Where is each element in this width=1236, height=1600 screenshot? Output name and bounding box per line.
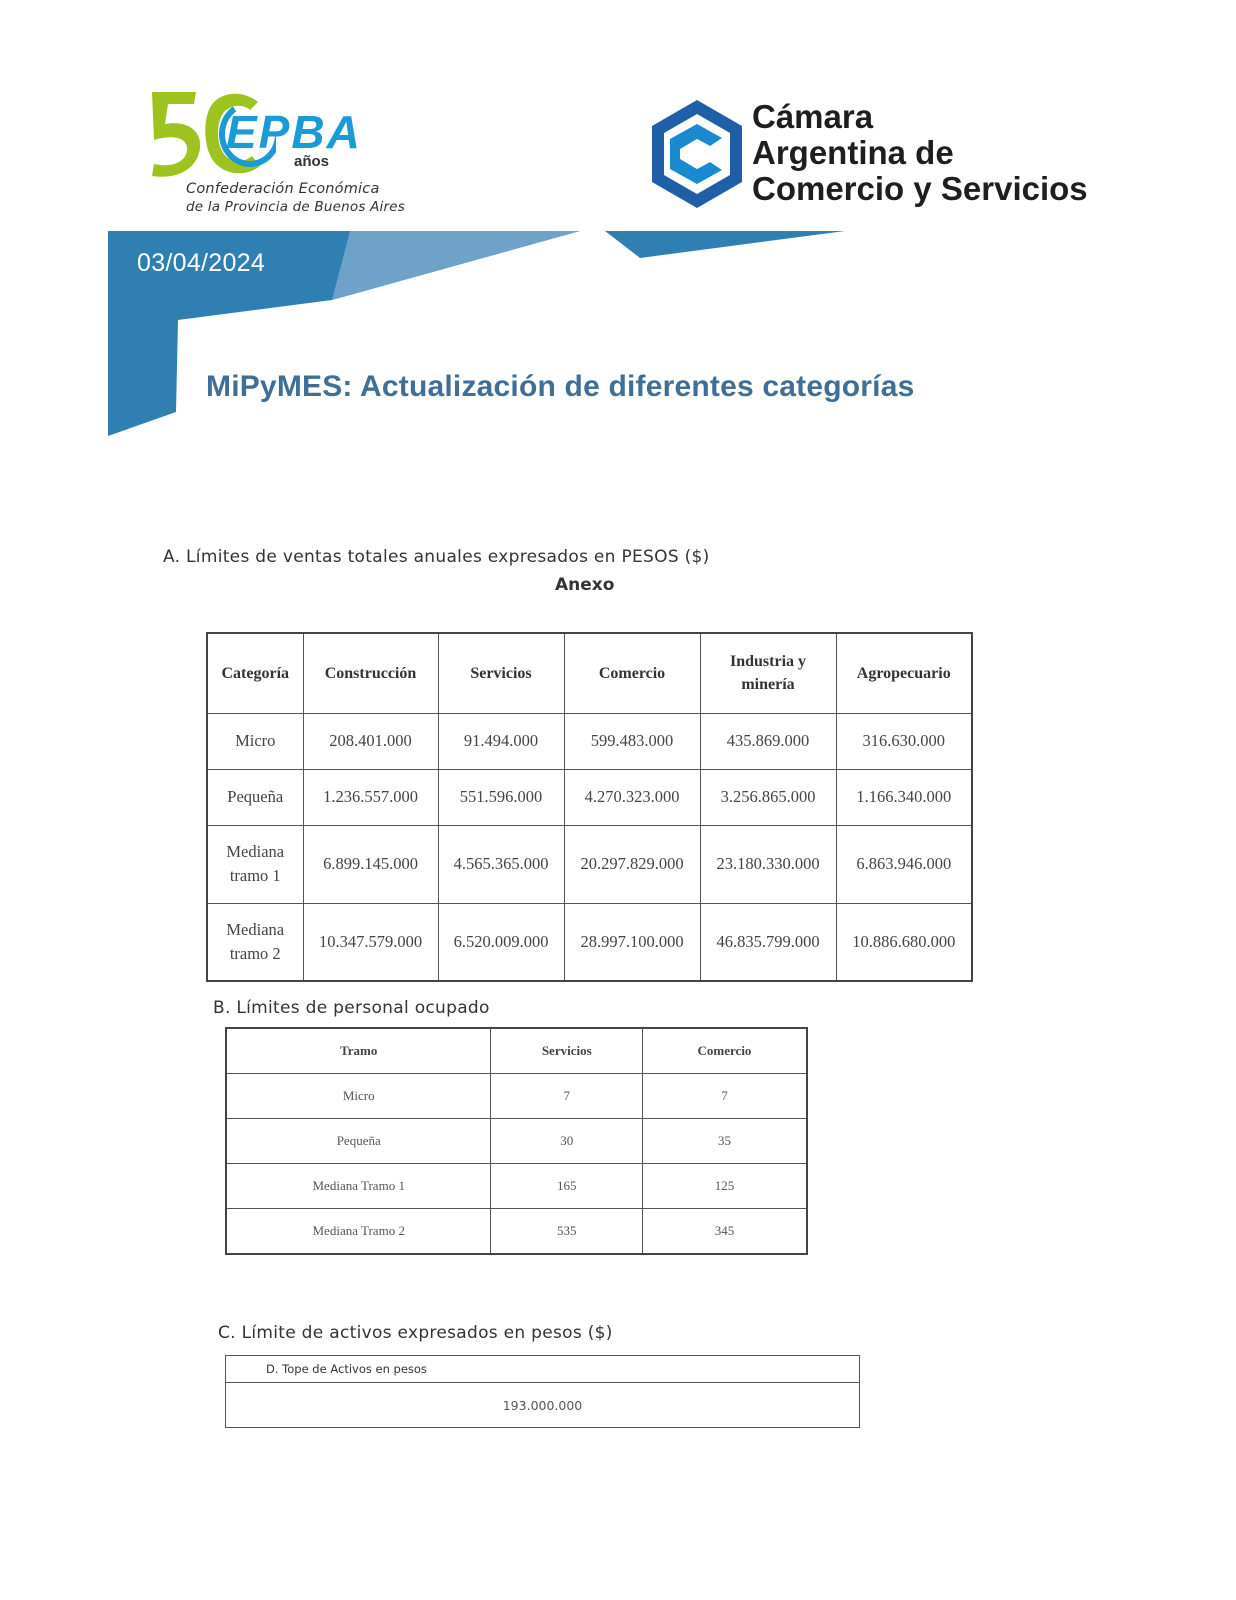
cepba-subtitle-line2: de la Provincia de Buenos Aires	[186, 199, 405, 215]
banner-light-shape	[332, 231, 580, 300]
row-category: Mediana tramo 2	[207, 903, 303, 981]
cepba-subtitle-line1: Confederación Económica	[186, 181, 380, 197]
table-header-row	[226, 1356, 860, 1383]
table-row	[207, 713, 972, 769]
cac-name-line2: Argentina de	[752, 134, 954, 171]
table-cell: 125	[642, 1164, 807, 1209]
cepba-anos: años	[294, 153, 330, 170]
table-cell: 23.180.330.000	[700, 825, 836, 903]
table-cell: 46.835.799.000	[700, 903, 836, 981]
table-row	[207, 903, 972, 981]
table-cell: 599.483.000	[564, 713, 700, 769]
assets-limit-table	[225, 1355, 860, 1428]
table-cell: 316.630.000	[836, 713, 972, 769]
table-cell: 10.886.680.000	[836, 903, 972, 981]
table-cell: 10.347.579.000	[303, 903, 438, 981]
table-cell: 35	[642, 1119, 807, 1164]
table-cell: 1.166.340.000	[836, 769, 972, 825]
table-cell: 6.899.145.000	[303, 825, 438, 903]
table-cell: 3.256.865.000	[700, 769, 836, 825]
table-row	[207, 769, 972, 825]
table-cell: 208.401.000	[303, 713, 438, 769]
cac-name-line3: Comercio y Servicios	[752, 170, 1088, 207]
table-row	[226, 1164, 807, 1209]
column-header: Servicios	[438, 633, 564, 713]
table-cell: 4.270.323.000	[564, 769, 700, 825]
table-row	[226, 1074, 807, 1119]
row-tramo: Pequeña	[226, 1119, 491, 1164]
row-tramo: Mediana Tramo 1	[226, 1164, 491, 1209]
banner-right-shape	[605, 231, 845, 258]
table-cell: 551.596.000	[438, 769, 564, 825]
table-cell: 91.494.000	[438, 713, 564, 769]
table-row	[226, 1119, 807, 1164]
table-cell: 535	[491, 1209, 643, 1255]
column-header: Comercio	[642, 1028, 807, 1074]
assets-value: 193.000.000	[226, 1383, 860, 1428]
row-category: Micro	[207, 713, 303, 769]
section-a-heading: A. Límites de ventas totales anuales expresados en PESOS ($)	[163, 547, 710, 567]
table-cell: 6.520.009.000	[438, 903, 564, 981]
section-b-heading: B. Límites de personal ocupado	[213, 998, 490, 1018]
banner-date: 03/04/2024	[137, 249, 266, 277]
section-c-heading: C. Límite de activos expresados en pesos ($)	[218, 1323, 613, 1343]
table-cell: 20.297.829.000	[564, 825, 700, 903]
table-cell: 4.565.365.000	[438, 825, 564, 903]
cac-name-line1: Cámara	[752, 98, 874, 135]
column-header: Construcción	[303, 633, 438, 713]
column-header: Industria y minería	[700, 633, 836, 713]
column-header: Comercio	[564, 633, 700, 713]
table-cell: 28.997.100.000	[564, 903, 700, 981]
document-title: MiPyMES: Actualización de diferentes categorías	[206, 370, 915, 403]
table-cell: 165	[491, 1164, 643, 1209]
row-category: Pequeña	[207, 769, 303, 825]
section-a-subheading: Anexo	[555, 575, 615, 595]
table-header-row	[207, 633, 972, 713]
table-cell: 435.869.000	[700, 713, 836, 769]
table-cell: 1.236.557.000	[303, 769, 438, 825]
table-cell: 30	[491, 1119, 643, 1164]
sales-limits-table	[206, 632, 973, 982]
table-row	[226, 1209, 807, 1255]
column-header: Agropecuario	[836, 633, 972, 713]
column-header: Categoría	[207, 633, 303, 713]
table-cell: 6.863.946.000	[836, 825, 972, 903]
column-header: D. Tope de Activos en pesos	[226, 1356, 860, 1383]
table-row	[226, 1383, 860, 1428]
table-row	[207, 825, 972, 903]
column-header: Servicios	[491, 1028, 643, 1074]
table-cell: 7	[491, 1074, 643, 1119]
column-header: Tramo	[226, 1028, 491, 1074]
table-cell: 7	[642, 1074, 807, 1119]
row-category: Mediana tramo 1	[207, 825, 303, 903]
staff-limits-table	[225, 1027, 808, 1255]
table-header-row	[226, 1028, 807, 1074]
table-cell: 345	[642, 1209, 807, 1255]
svg-text:EPBA: EPBA	[226, 108, 362, 158]
row-tramo: Micro	[226, 1074, 491, 1119]
row-tramo: Mediana Tramo 2	[226, 1209, 491, 1255]
